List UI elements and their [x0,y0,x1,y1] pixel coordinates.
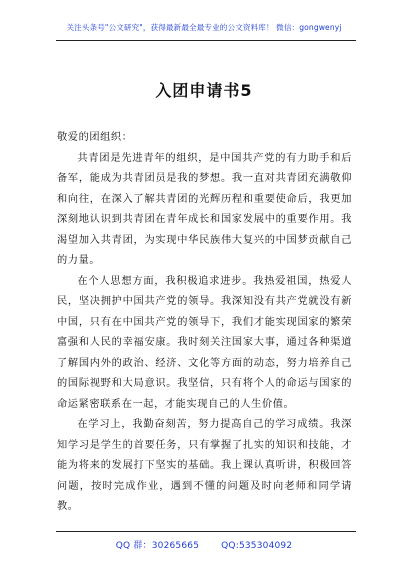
paragraph: 在学习上，我勤奋刻苦，努力提高自己的学习成绩。我深知学习是学生的首要任务，只有掌握了扎实的知识和技能，才能为将来的发展打下坚实的基础。我上课认真听讲，积极回答问题，按时完成作业，遇到不懂的问题及时向老师和同学请教。 [57,419,352,512]
paragraph: 在个人思想方面，我积极追求进步。我热爱祖国，热爱人民，坚决拥护中国共产党的领导。我深知没有共产党就没有新中国，只有在中国共产党的领导下，我们才能实现国家的繁荣富强和人民的幸福安康。我时刻关注国家大事，通过各种渠道了解国内外的政治、经济、文化等方面的动态，努力培养自己的国际视野和大局意识。我坚信，只有将个人的命运与国家的命运紧密联系在一起，才能实现自己的人生价值。 [57,275,352,410]
header-banner: 关注头条号"公文研究"，获得最新最全最专业的公文资料库！ 微信：gongwenyj [66,23,342,32]
footer-divider [56,531,356,532]
header-divider [56,40,356,41]
salutation: 敬爱的团组织： [57,132,133,143]
footer [0,538,408,551]
footer-qq-number: QQ:535304092 [221,541,293,551]
paragraph: 共青团是先进青年的组织，是中国共产党的有力助手和后备军，能成为共青团员是我的梦想。我一直对共青团充满敬仰和向往，在深入了解共青团的光辉历程和重要使命后，我更加深刻地认识到共青团在青年成长和国家发展中的重要作用。我渴望加入共青团，为实现中华民族伟大复兴的中国梦贡献自己的力量。 [57,152,352,266]
footer-qq-group: QQ 群：30265665 [115,541,200,551]
document-title: 入团申请书5 [155,81,253,100]
document-body [57,128,352,518]
